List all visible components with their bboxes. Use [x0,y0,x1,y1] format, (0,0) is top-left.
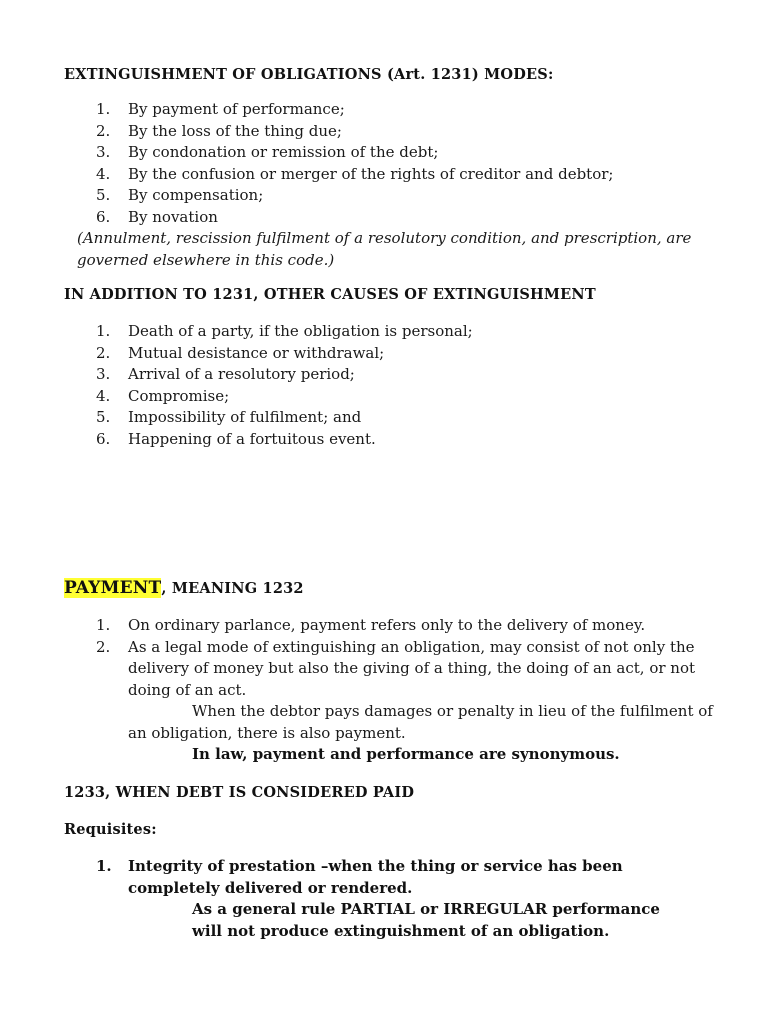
heading-rest: , MEANING 1232 [161,580,304,597]
paragraph-bold: In law, payment and performance are synonymous. [192,745,620,763]
item-number: 1. [96,616,111,634]
section3-heading [64,578,304,598]
item-number: 3. [96,143,111,161]
item-number: 4. [96,386,111,405]
item-text: Happening of a fortuitous event. [128,429,376,448]
item-text: Arrival of a resolutory period; [128,365,355,383]
list-item [64,343,473,365]
item-text: By the loss of the thing due; [128,121,342,140]
item-number: 5. [96,408,111,426]
section2-heading: IN ADDITION TO 1231, OTHER CAUSES OF EXTINGUISHMENT [64,286,596,303]
item-text: Compromise; [128,386,230,405]
list-item [64,142,613,164]
item-text: Impossibility of fulfilment; and [128,408,362,426]
item-number: 4. [96,164,111,183]
item-text: Integrity of prestation –when the thing or service has been completely delivered or rendered. [128,857,623,897]
item-text: By payment of performance; [128,100,345,118]
list-item [64,429,473,451]
item-number: 2. [96,343,111,362]
item-text: By condonation or remission of the debt; [128,143,439,161]
list-item [64,407,473,429]
list-item [64,164,613,186]
item-text: Death of a party, if the obligation is personal; [128,322,473,340]
item-number: 1. [96,100,111,118]
list-item [64,321,473,343]
item-number: 2. [96,637,111,656]
item-text: By the confusion or merger of the rights of creditor and debtor; [128,164,614,183]
paragraph-bold [64,899,692,942]
item-number: 1. [96,857,112,875]
item-text: On ordinary parlance, payment refers only to the delivery of money. [128,616,646,634]
item-number: 2. [96,121,111,140]
paragraph-text: As a general rule PARTIAL or IRREGULAR performance will not produce extinguishment of an obligation. [192,900,660,940]
paragraph-text: When the debtor pays damages or penalty in lieu of the fulfilment of an obligation, there is also payment. [128,702,713,742]
item-text: Mutual desistance or withdrawal; [128,343,385,362]
item-text: By compensation; [128,186,264,204]
list-item [64,637,718,702]
requisites-label: Requisites: [64,821,157,838]
item-number: 5. [96,186,111,204]
list-item [64,856,692,899]
list-item [64,615,718,637]
section4-heading: 1233, WHEN DEBT IS CONSIDERED PAID [64,784,415,801]
list-item [64,185,613,207]
section1-heading: EXTINGUISHMENT OF OBLIGATIONS (Art. 1231) MODES: [64,66,554,83]
item-text: By novation [128,207,218,226]
list-item [64,364,473,386]
section1-note: (Annulment, rescission fulfilment of a resolutory condition, and prescription, are governed elsewhere in this code.) [77,229,692,269]
section2-list [64,321,473,450]
item-text: As a legal mode of extinguishing an obligation, may consist of not only the delivery of money but also the giving of a thing, the doing of an act, or not doing of an act. [128,637,696,699]
highlighted-word: PAYMENT [64,578,162,598]
item-number: 6. [96,207,111,226]
list-item [64,121,613,143]
section3-list [64,615,718,766]
paragraph [64,701,718,744]
list-item [64,207,613,229]
section1-list [64,99,613,228]
item-number: 3. [96,365,111,383]
item-number: 1. [96,322,111,340]
item-number: 6. [96,429,111,448]
section4-list [64,856,692,942]
list-item [64,386,473,408]
list-item [64,99,613,121]
